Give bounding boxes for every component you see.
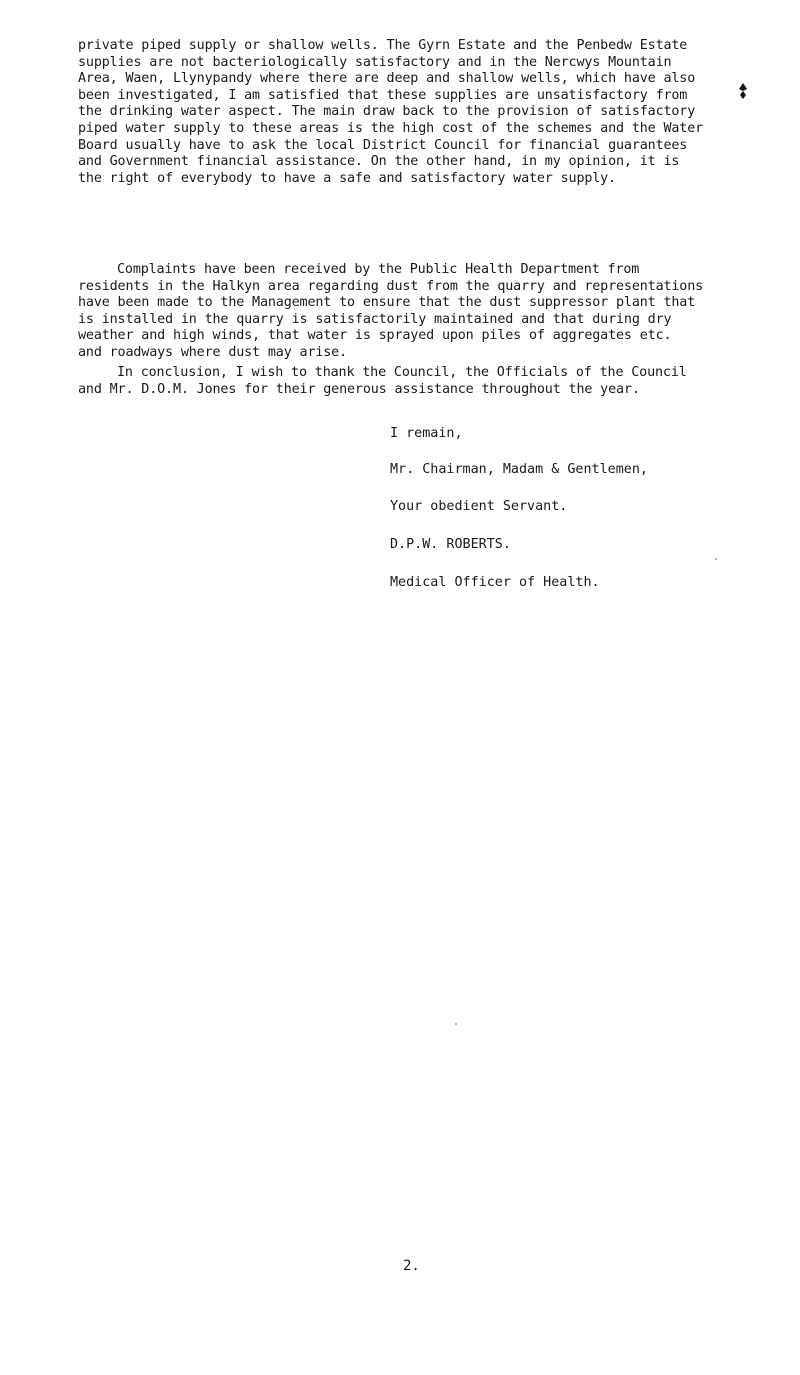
text-line: weather and high winds, that water is sprayed upon piles of aggregates etc.: [78, 328, 672, 344]
closing-remain: I remain,: [390, 426, 463, 441]
text-line: the right of everybody to have a safe and satisfactory water supply.: [78, 170, 617, 186]
text-line: Area, Waen, Llynypandy where there are deep and shallow wells, which have also: [78, 71, 696, 87]
text-line: and roadways where dust may arise.: [78, 344, 348, 360]
scan-speck: [455, 1023, 457, 1025]
page-number: 2.: [403, 1258, 420, 1274]
text-line: been investigated, I am satisfied that these supplies are unsatisfactory from: [78, 87, 688, 103]
text-line: residents in the Halkyn area regarding dust from the quarry and representations: [78, 278, 704, 294]
text-line: and Government financial assistance. On the other hand, in my opinion, it is: [78, 154, 680, 170]
signatory-name: D.P.W. ROBERTS.: [390, 537, 511, 552]
text-line: is installed in the quarry is satisfactorily maintained and that during dry: [78, 311, 672, 327]
text-line: In conclusion, I wish to thank the Council, the Officials of the Council: [117, 365, 687, 380]
text-line: Complaints have been received by the Public Health Department from: [117, 262, 640, 277]
text-line: supplies are not bacteriologically satisfactory and in the Nercwys Mountain: [78, 54, 672, 70]
text-line: private piped supply or shallow wells. The Gyrn Estate and the Penbedw Estate: [78, 38, 688, 53]
text-line: and Mr. D.O.M. Jones for their generous assistance throughout the year.: [78, 381, 640, 397]
closing-servant: Your obedient Servant.: [390, 499, 568, 514]
text-line: piped water supply to these areas is the high cost of the schemes and the Water: [78, 120, 704, 136]
closing-salutation: Mr. Chairman, Madam & Gentlemen,: [390, 462, 648, 477]
paragraph-dust-complaints: [78, 262, 768, 362]
text-line: Board usually have to ask the local District Council for financial guarantees: [78, 137, 688, 153]
scan-speck: [715, 558, 717, 560]
text-line: have been made to the Management to ensure that the dust suppressor plant that: [78, 295, 696, 311]
signatory-title: Medical Officer of Health.: [390, 575, 600, 590]
text-line: the drinking water aspect. The main draw back to the provision of satisfactory: [78, 104, 696, 120]
paragraph-water-supply: [78, 38, 768, 187]
paragraph-conclusion: [78, 365, 768, 398]
